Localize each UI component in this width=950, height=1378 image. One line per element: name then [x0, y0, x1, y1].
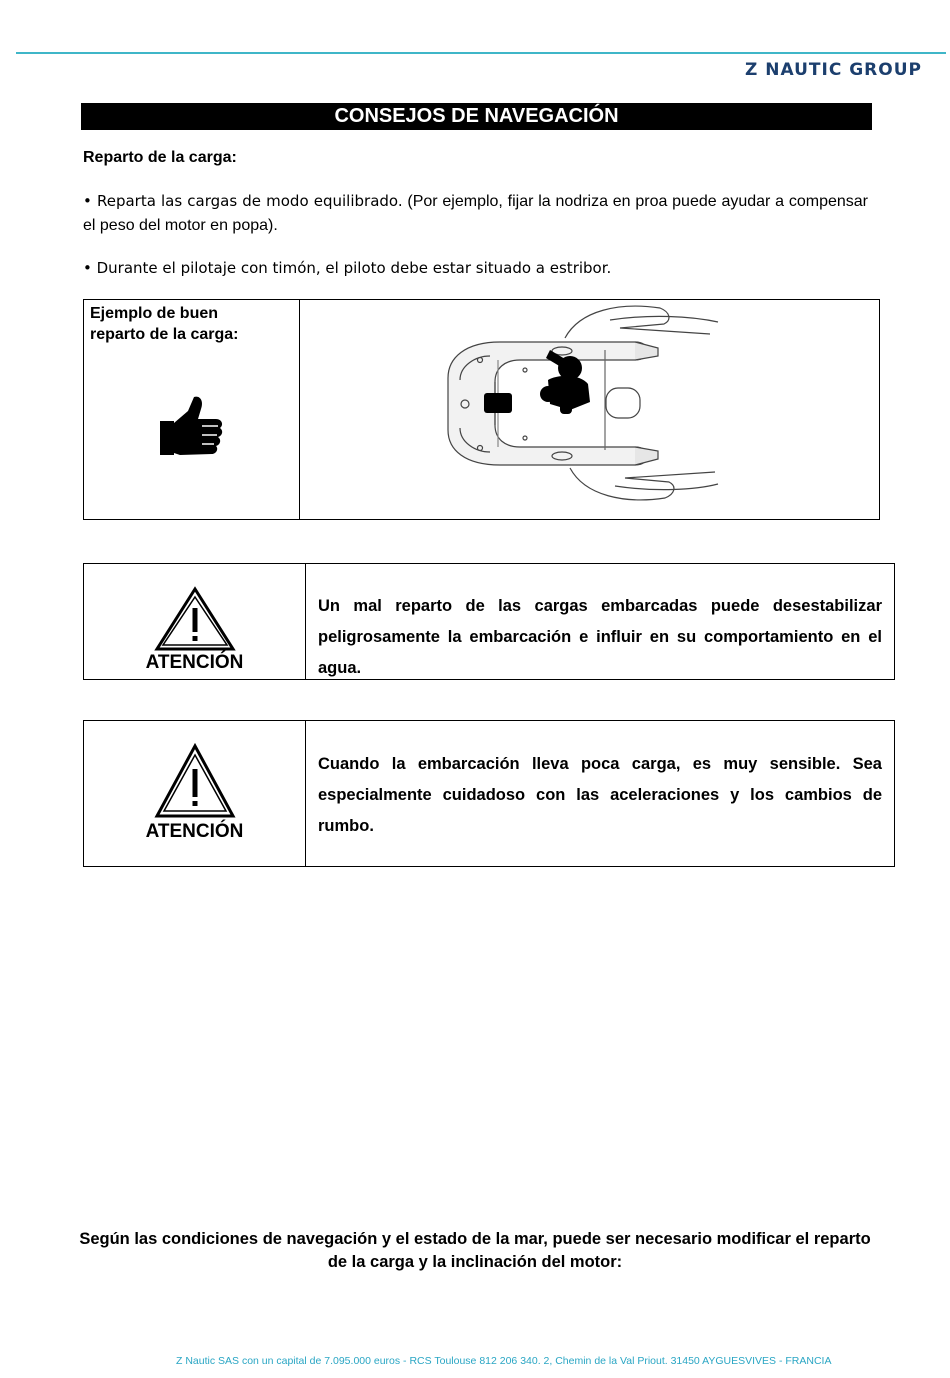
- warning-text: Cuando la embarcación lleva poca carga, es muy sensible. Sea especialmente cuidadoso con las aceleraciones y los cambios de rumbo.: [318, 755, 882, 835]
- footer-company-info: Z Nautic SAS con un capital de 7.095.000 euros - RCS Toulouse 812 206 340. 2, Chemin de la Val Priout. 31450 AYGUESVIVES - FRANCIA: [176, 1355, 832, 1367]
- load-subheading: Reparto de la carga:: [83, 149, 237, 166]
- load-paragraph-2: • Durante el pilotaje con timón, el piloto debe estar situado a estribor.: [83, 259, 612, 277]
- closing-note: Según las condiciones de navegación y el estado de la mar, puede ser necesario modificar el reparto de la carga y la inclinación del motor:: [79, 1230, 871, 1271]
- section-title: CONSEJOS DE NAVEGACIÓN: [81, 103, 872, 130]
- thumbs-up-icon: [158, 395, 224, 459]
- warning-label: ATENCIÓN: [145, 821, 244, 842]
- warning-label: ATENCIÓN: [145, 652, 244, 673]
- inflatable-boat-illustration: [420, 300, 720, 515]
- load-paragraph-1-rest: (Por ejemplo, fijar la nodriza en proa puede ayudar a compensar el peso del motor en popa).: [83, 193, 868, 234]
- warning-box-1: [83, 563, 895, 680]
- warning-sign-cell: [84, 721, 306, 866]
- example-illustration-cell: [300, 300, 879, 519]
- warning-triangle-icon: [154, 743, 236, 819]
- warning-text: Un mal reparto de las cargas embarcadas puede desestabilizar peligrosamente la embarcación e influir en su comportamiento en el agua.: [318, 597, 882, 677]
- example-label: Ejemplo de buen reparto de la carga:: [90, 305, 239, 343]
- good-load-example: [83, 299, 880, 520]
- brand-logo-text: Z NAUTIC GROUP: [745, 60, 922, 80]
- header-rule: [16, 52, 946, 54]
- load-paragraph-1: [83, 189, 868, 238]
- warning-triangle-icon: [154, 586, 236, 652]
- load-paragraph-1-lead: • Reparta las cargas de modo equilibrado.: [83, 192, 403, 210]
- example-label-cell: [84, 300, 300, 519]
- warning-box-2: [83, 720, 895, 867]
- warning-sign-cell: [84, 564, 306, 679]
